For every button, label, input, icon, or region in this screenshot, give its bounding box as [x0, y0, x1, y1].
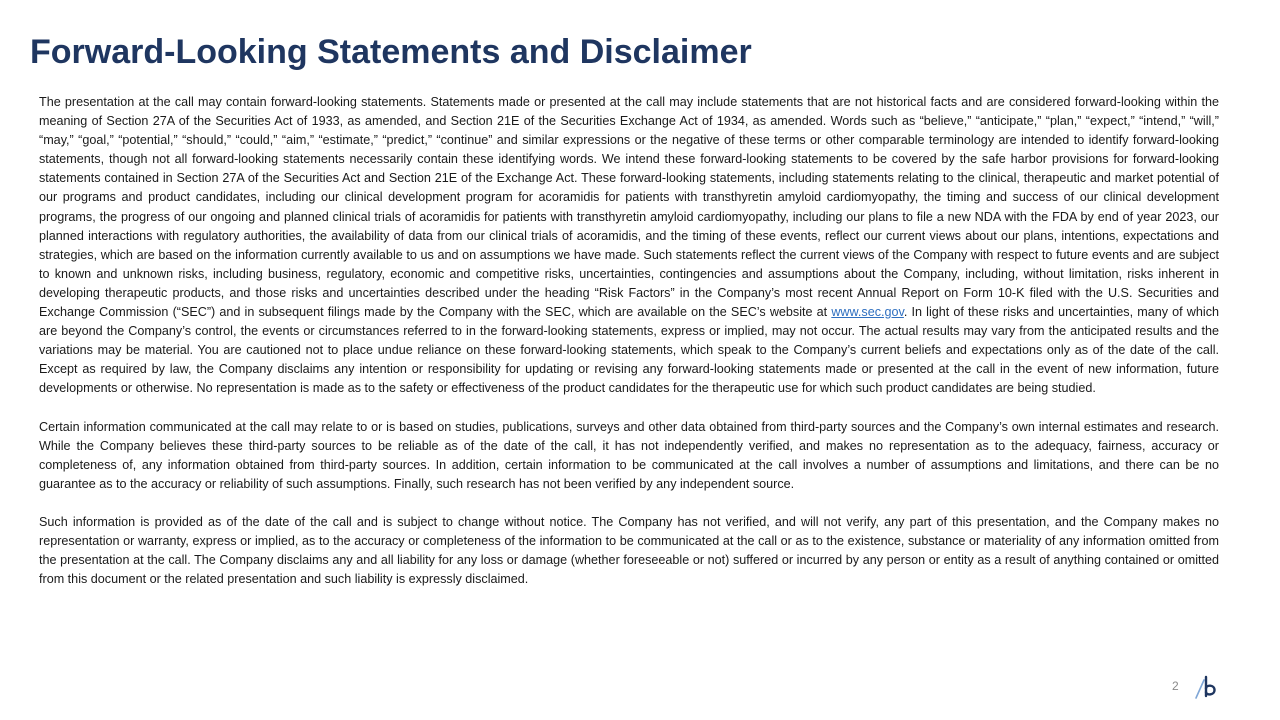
paragraph-text: . In light of these risks and uncertainties, many of which are beyond the Company’s control, the events or circumstances referred to in the forward-looking statements, express or implied, may not occur. The actual results may vary from the anticipated results and the variations may be material. You are cautioned not to place undue reliance on these forward-looking statements, which speak to the Company’s current beliefs and expectations only as of the date of the call. Except as required by law, the Company disclaims any intention or responsibility for updating or revising any forward-looking statements made or presented at the call in the event of new information, future developments or otherwise. No representation is made as to the safety or effectiveness of the product candidates for the therapeutic use for which such product candidates are being studied.: [39, 305, 1220, 396]
slide-title: Forward-Looking Statements and Disclaimer: [30, 33, 752, 71]
sec-website-link[interactable]: www.sec.gov: [831, 305, 904, 320]
liability-paragraph: Such information is provided as of the date of the call and is subject to change without notice. The Company has not verified, and will not verify, any part of this presentation, and the Company makes no representation or warranty, express or implied, as to the accuracy or completeness of the information to be communicated at the call or as to the existence, substance or materiality of any information omitted from the presentation at the call. The Company disclaims any and all liability for any loss or damage (whether foreseeable or not) suffered or incurred by any person or entity as a result of anything contained or omitted from this document or the related presentation and such liability is expressly disclaimed.: [39, 514, 1219, 587]
page-number: 2: [1172, 679, 1179, 693]
forward-looking-paragraph: [39, 93, 1219, 399]
paragraph-text: The presentation at the call may contain forward-looking statements. Statements made or presented at the call may include statements that are not historical facts and are considered forward-looking within the meaning of Section 27A of the Securities Act of 1933, as amended, and Section 21E of the Securities Exchange Act of 1934, as amended. Words such as “believe,” “anticipate,” “plan,” “expect,” “intend,” “will,” “may,” “goal,” “potential,” “should,” “could,” “aim,” “estimate,” “predict,” “continue” and similar expressions or the negative of these terms or other comparable terminology are intended to identify forward-looking statements, though not all forward-looking statements necessarily contain these identifying words. We intend these forward-looking statements to be covered by the safe harbor provisions for forward-looking statements contained in Section 27A of the Securities Act and Section 21E of the Exchange Act. These forward-looking statements, including statements relating to the clinical, therapeutic and market potential of our programs and product candidates, including our clinical development program for acoramidis for patients with transthyretin amyloid cardiomyopathy, the timing and success of our clinical development programs, the progress of our ongoing and planned clinical trials of acoramidis for patients with transthyretin amyloid cardiomyopathy, including our plans to file a new NDA with the FDA by end of year 2023, our planned interactions with regulatory authorities, the availability of data from our clinical trials of acoramidis, and the timing of these events, reflect our current views about our plans, intentions, expectations and strategies, which are based on the information currently available to us and on assumptions we have made. Such statements reflect the current views of the Company with respect to future events and are subject to known and unknown risks, including business, regulatory, economic and competitive risks, uncertainties, contingencies and assumptions about the Company, including, without limitation, risks inherent in developing therapeutic products, and those risks and uncertainties described under the heading “Risk Factors” in the Company’s most recent Annual Report on Form 10-K filed with the U.S. Securities and Exchange Commission (“SEC”) and in subsequent filings made by the Company with the SEC, which are available on the SEC’s website at: [39, 95, 1219, 320]
b-logo-icon: [1194, 672, 1218, 700]
disclaimer-body: [39, 93, 1219, 589]
third-party-data-paragraph: Certain information communicated at the call may relate to or is based on studies, publications, surveys and other data obtained from third-party sources and the Company’s own internal estimates and research. While the Company believes these third-party sources to be reliable as of the date of the call, it has not independently verified, and makes no representation as to the adequacy, fairness, accuracy or completeness of, any information obtained from third-party sources. In addition, certain information to be communicated at the call involves a number of assumptions and limitations, and there can be no guarantee as to the accuracy or reliability of such assumptions. Finally, such research has not been verified by any independent source.: [39, 419, 1219, 491]
